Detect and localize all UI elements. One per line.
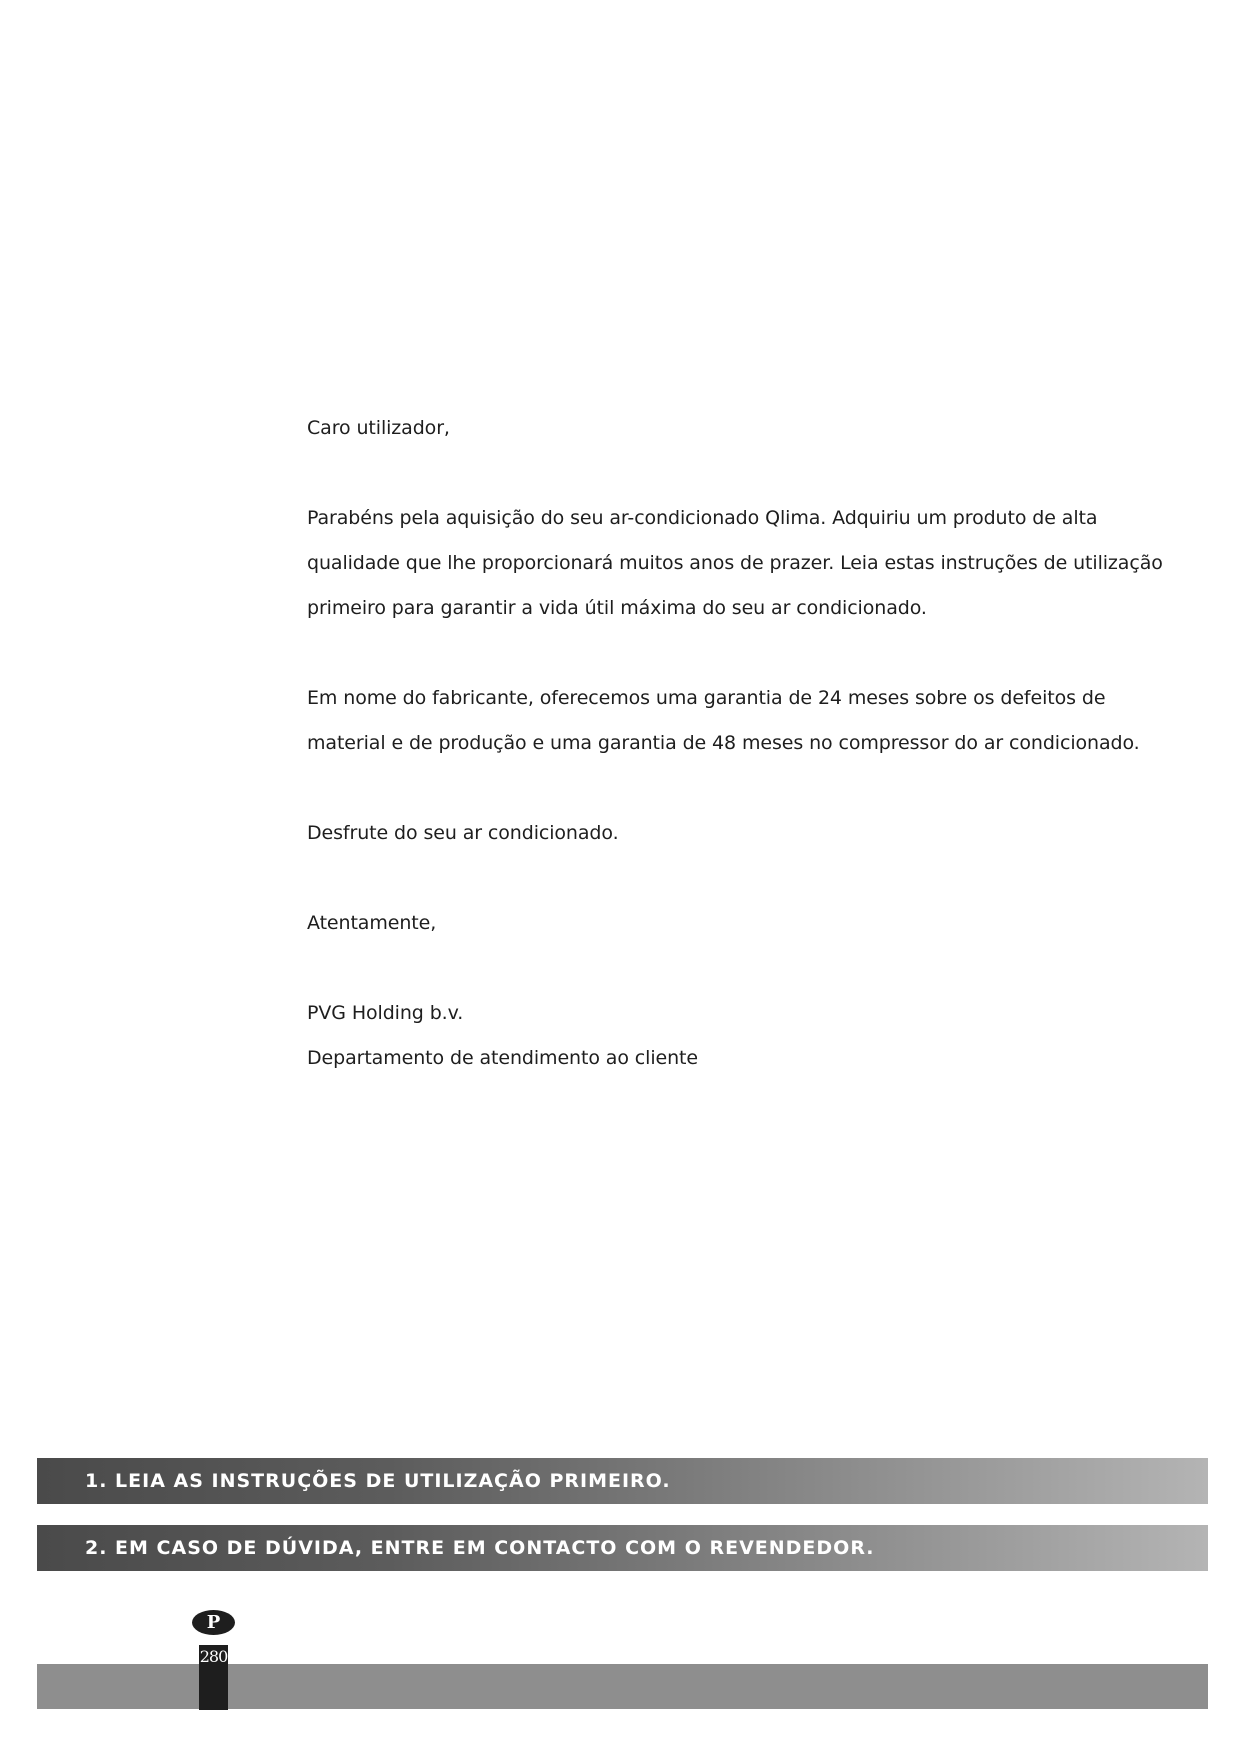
company-name: PVG Holding b.v. [307,1002,464,1024]
instruction-banner-1: 1. LEIA AS INSTRUÇÕES DE UTILIZAÇÃO PRIMEIRO. [37,1458,1208,1504]
department-name: Departamento de atendimento ao cliente [307,1047,698,1069]
instruction-banner-2: 2. EM CASO DE DÚVIDA, ENTRE EM CONTACTO COM O REVENDEDOR. [37,1525,1208,1571]
greeting: Caro utilizador, [307,417,450,439]
closing-line: Atentamente, [307,912,437,934]
spacer [307,631,1107,676]
paragraph1-line2: qualidade que lhe proporcionará muitos anos de prazer. Leia estas instruções de utilização [307,552,1163,574]
spacer [307,766,1107,811]
paragraph1-line3: primeiro para garantir a vida útil máxima do seu ar condicionado. [307,597,927,619]
letter-body [307,406,1163,1081]
paragraph2-line2: material e de produção e uma garantia de 48 meses no compressor do ar condicionado. [307,732,1140,754]
paragraph2-line1: Em nome do fabricante, oferecemos uma garantia de 24 meses sobre os defeitos de [307,687,1106,709]
spacer [307,856,1107,901]
spacer [307,946,1107,991]
spacer [307,451,1107,496]
enjoy-line: Desfrute do seu ar condicionado. [307,822,619,844]
paragraph1-line1: Parabéns pela aquisição do seu ar-condicionado Qlima. Adquiriu um produto de alta [307,507,1098,529]
page-number: 280 [199,1647,228,1666]
language-badge: P [192,1610,235,1635]
